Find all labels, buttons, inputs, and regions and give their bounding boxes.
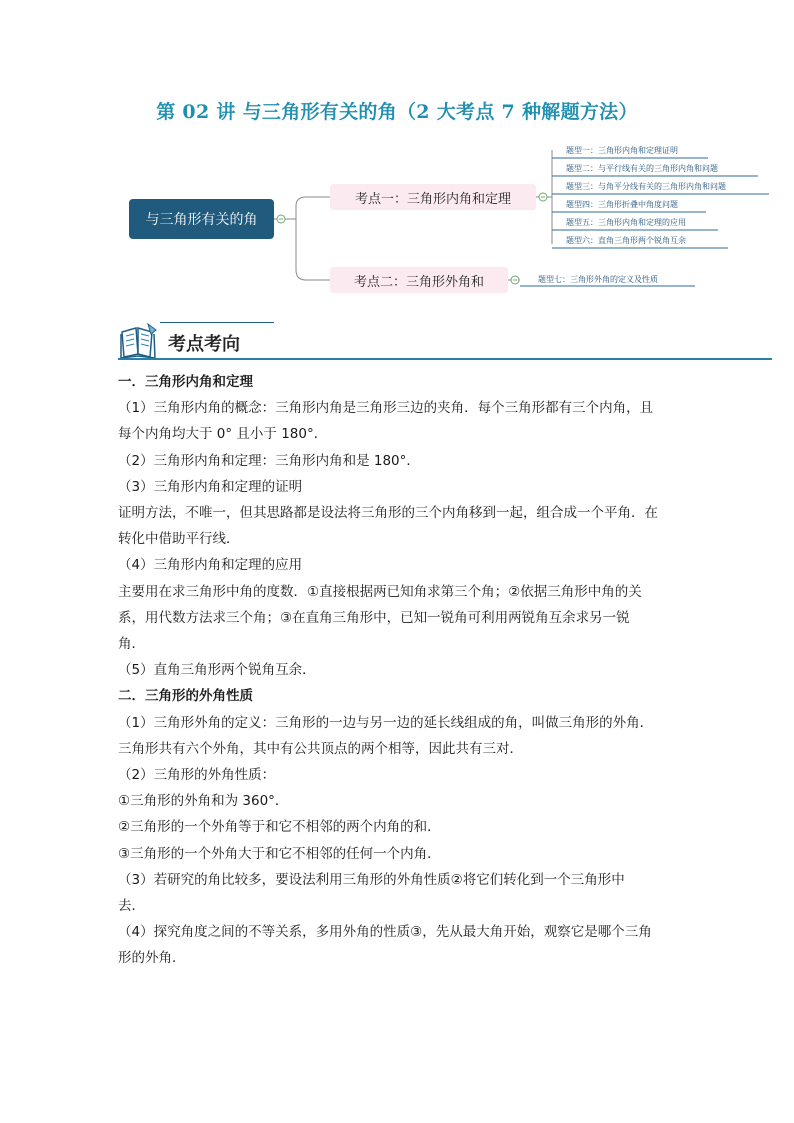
heading-1: 一．三角形内角和定理 xyxy=(118,374,253,390)
text-line: （4）三角形内角和定理的应用 xyxy=(118,557,303,574)
mindmap-root: 与三角形有关的角 xyxy=(129,199,274,239)
mindmap-leaf: 题型二：与平行线有关的三角形内角和问题 xyxy=(566,164,718,173)
text-line: 每个内角均大于 0° 且小于 180°． xyxy=(118,426,328,443)
mindmap-topic-1: 考点一：三角形内角和定理 xyxy=(330,184,536,210)
mindmap-leaf: 题型一：三角形内角和定理证明 xyxy=(566,146,678,155)
mindmap-leaf: 题型七：三角形外角的定义及性质 xyxy=(538,275,658,284)
mindmap-leaf: 题型六：直角三角形两个锐角互余 xyxy=(566,236,686,245)
text-line: （3）若研究的角比较多，要设法利用三角形的外角性质②将它们转化到一个三角形中 xyxy=(118,871,625,888)
book-icon xyxy=(118,322,160,360)
text-line: （4）探究角度之间的不等关系，多用外角的性质③，先从最大角开始，观察它是哪个三角 xyxy=(118,924,652,941)
text-line: 证明方法，不唯一，但其思路都是设法将三角形的三个内角移到一起，组合成一个平角．在 xyxy=(118,505,658,522)
text-line: 三角形共有六个外角，其中有公共顶点的两个相等，因此共有三对． xyxy=(118,740,523,757)
text-line: （1）三角形外角的定义：三角形的一边与另一边的延长线组成的角，叫做三角形的外角． xyxy=(118,714,654,731)
content-body xyxy=(118,369,678,972)
text-line: 去． xyxy=(118,898,145,915)
text-line: （2）三角形内角和定理：三角形内角和是 180°． xyxy=(118,452,420,469)
text-line: （3）三角形内角和定理的证明 xyxy=(118,478,303,495)
heading-2: 二．三角形的外角性质 xyxy=(118,688,253,705)
mindmap-leaf: 题型三：与角平分线有关的三角形内角和问题 xyxy=(566,182,726,191)
text-line: ②三角形的一个外角等于和它不相邻的两个内角的和． xyxy=(118,819,441,836)
mindmap-leaf: 题型五：三角形内角和定理的应用 xyxy=(566,218,686,227)
text-line: ③三角形的一个外角大于和它不相邻的任何一个内角． xyxy=(118,845,441,862)
section-title: 考点考向 xyxy=(168,334,240,355)
mindmap-leaf: 题型四：三角形折叠中角度问题 xyxy=(566,200,678,209)
text-line: 主要用在求三角形中角的度数．①直接根据两已知角求第三个角；②依据三角形中角的关 xyxy=(118,583,642,600)
text-line: 转化中借助平行线． xyxy=(118,531,240,548)
text-line: 系，用代数方法求三个角；③在直角三角形中，已知一锐角可利用两锐角互余求另一锐 xyxy=(118,609,630,626)
page-title: 第 02 讲 与三角形有关的角（2 大考点 7 种解题方法） xyxy=(156,101,638,123)
mindmap-topic-2: 考点二：三角形外角和 xyxy=(330,267,508,293)
text-line: （5）直角三角形两个锐角互余． xyxy=(118,662,316,679)
text-line: 形的外角． xyxy=(118,950,186,967)
text-line: 角． xyxy=(118,636,145,653)
section-header xyxy=(118,322,772,360)
text-line: ①三角形的外角和为 360°． xyxy=(118,793,289,810)
text-line: （1）三角形内角的概念：三角形内角是三角形三边的夹角．每个三角形都有三个内角，且 xyxy=(118,400,654,417)
text-line: （2）三角形的外角性质： xyxy=(118,767,276,784)
